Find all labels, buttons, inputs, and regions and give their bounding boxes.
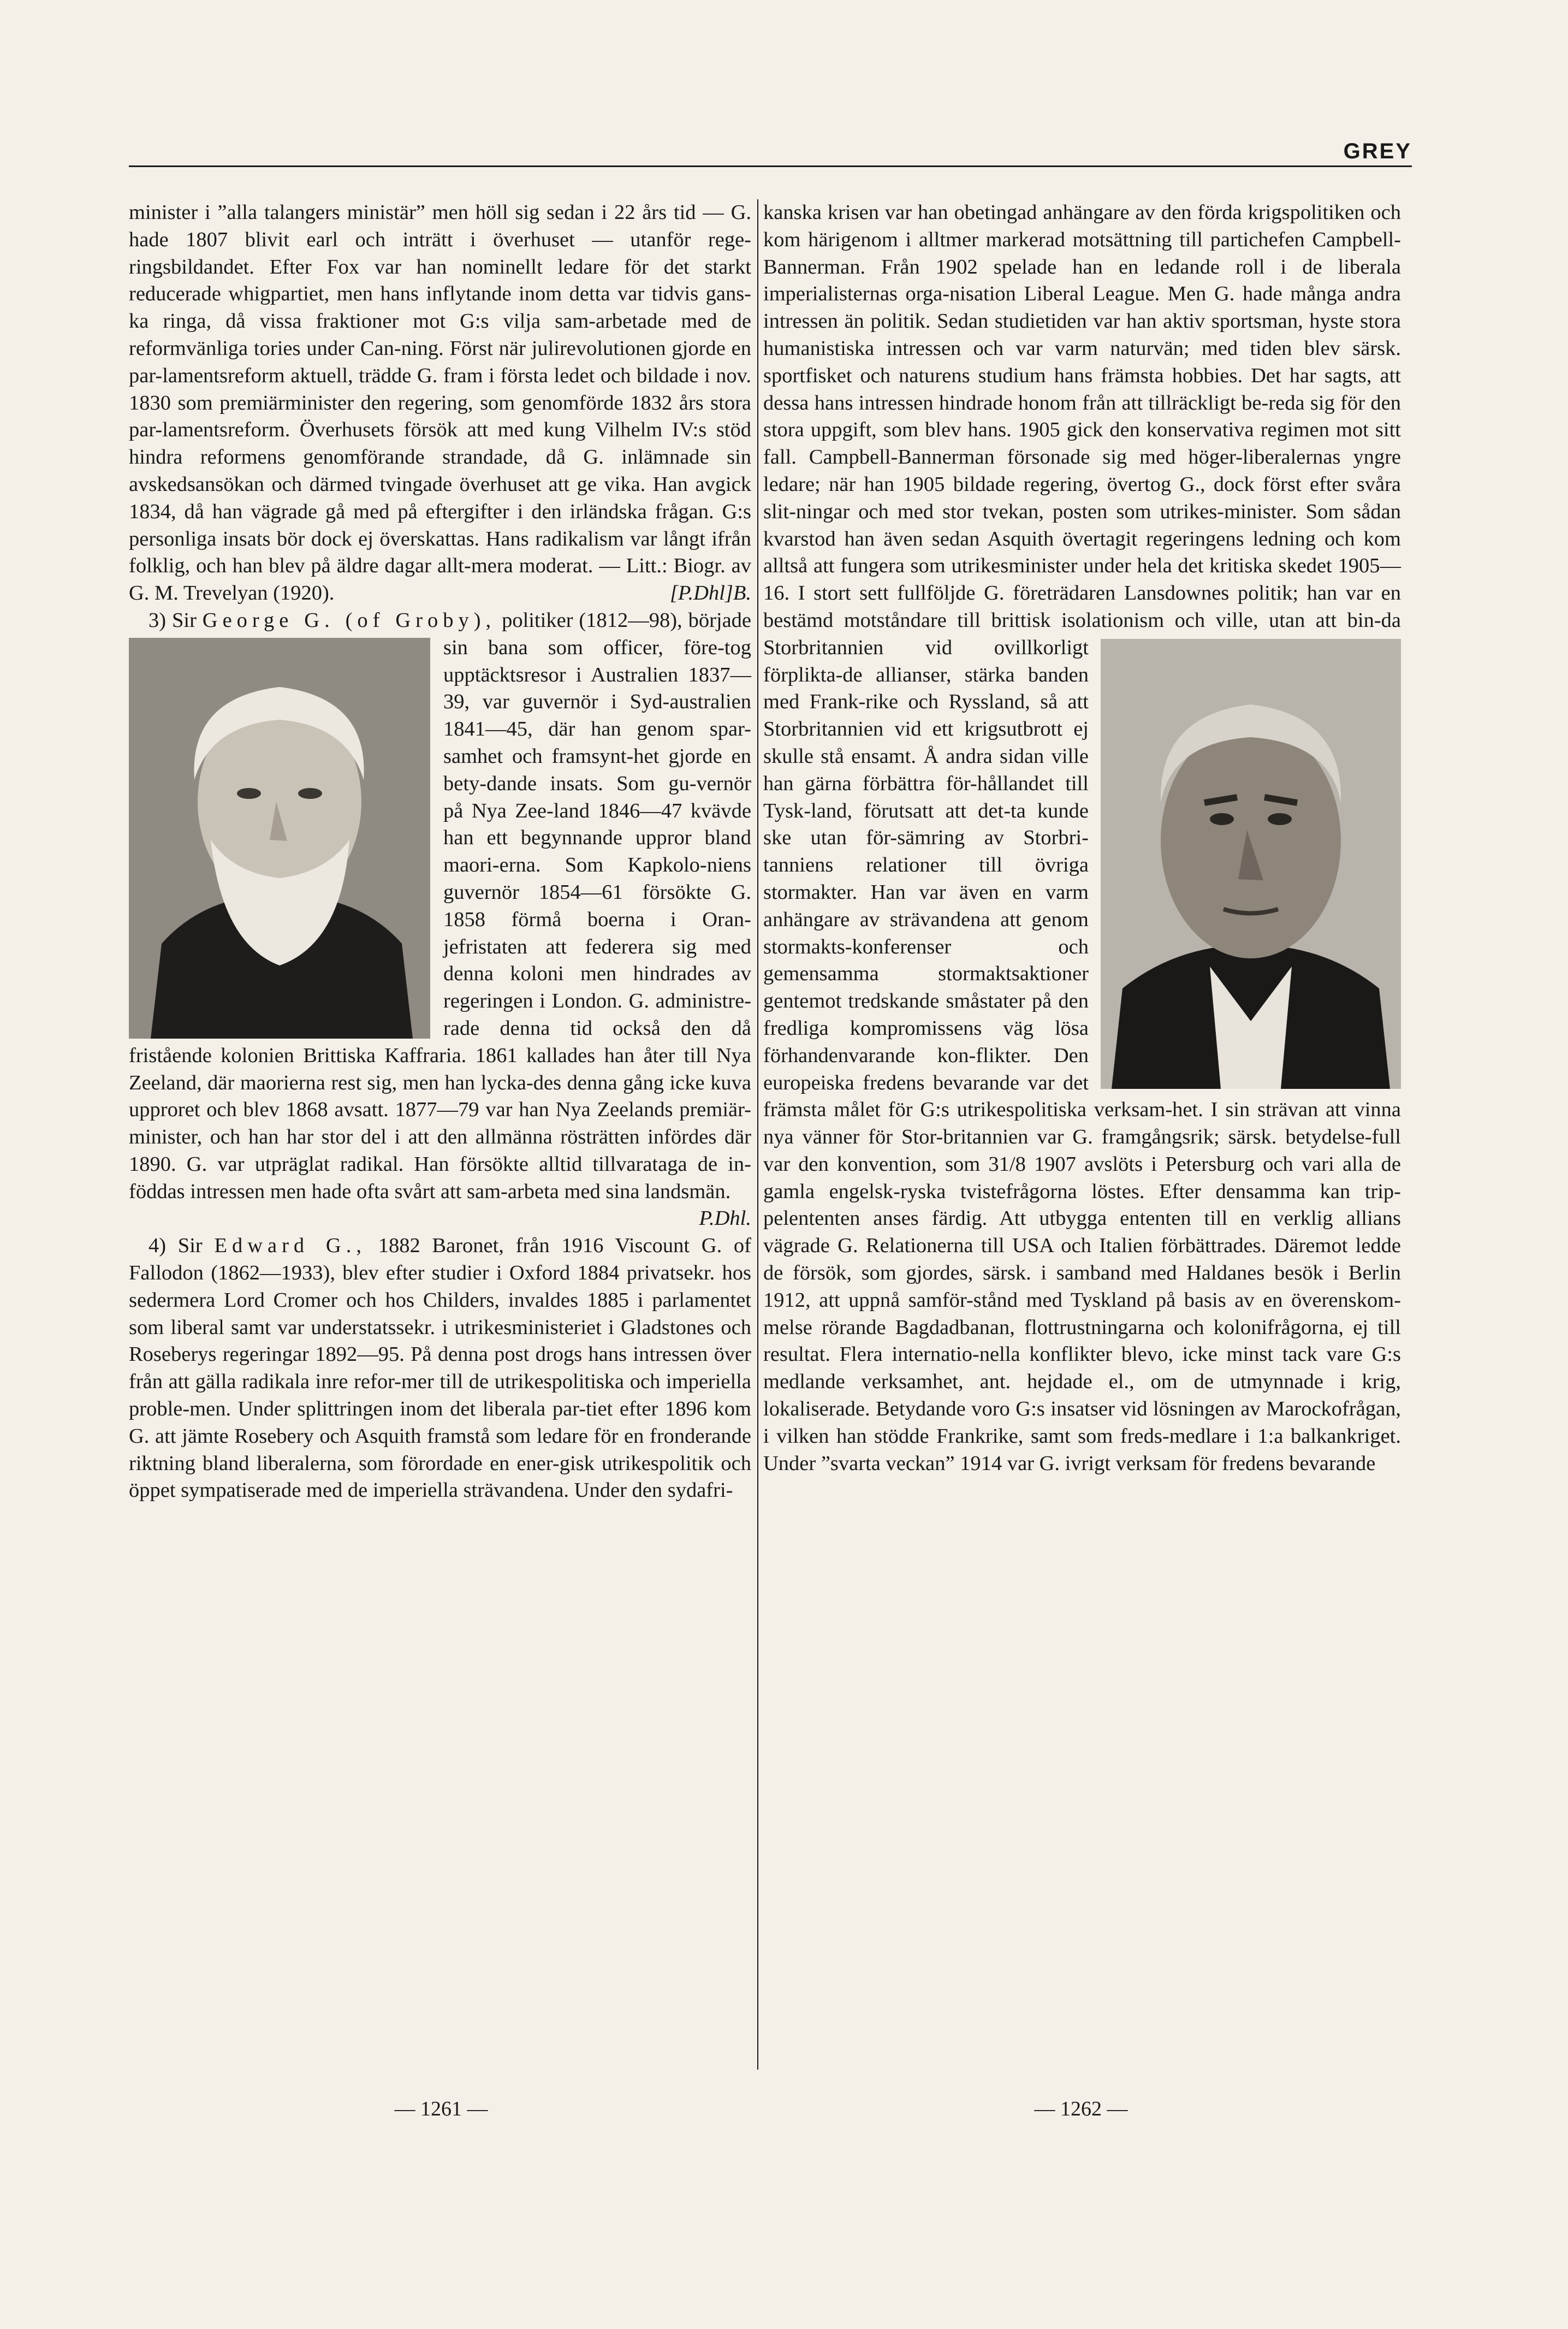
entry-edward-grey bbox=[129, 1232, 751, 1504]
portrait-edward-grey bbox=[1101, 639, 1401, 1089]
paragraph-text: ville, utan att bin-da Storbritannien vid ovillkorligt förplikta-de allianser, stärka banden med Frank-rike och Ryssland, så att Storbritannien vid ett krigsutbrott ej skulle stå ensamt. Å andra sidan ville han gärna förbättra för-hållandet till Tysk-land, förutsatt att det-ta kunde ske utan för-sämring av Storbri-tanniens relationer till övriga stormakter. Han var även en varm anhängare av strävandena att genom stormakts-konferenser och gemensamma stormaktsaktioner gentemot tredskande småstater på den fredliga kompromissens väg lösa förhandenvarande kon-flikter. Den europeiska fredens bevarande var det främsta målet för G:s utrikespolitiska verksam-het. I sin strävan att vinna nya vänner för Stor-britannien var G. framgångsrik; särsk. betydelse-full var den konvention, som 31/8 1907 avslöts i Petersburg och vari alla de gamla engelsk-ryska tvistefrågorna löstes. Efter densamma kan trip-pelententen anses färdig. Att utbygga ententen till en verklig allians vägrade G. Relationerna till USA och Italien förbättrades. Däremot ledde de försök, som gjordes, särsk. i samband med Haldanes besök i Berlin 1912, att uppnå samför-stånd med Tyskland på basis av en överenskom-melse rörande Bagdadbanan, flottrustningarna och kolonifrågorna, ej till resultat. Flera internatio-nella konflikter blevo, icke minst tack vare G:s medlande verksamhet, ant. hejdade el., om de utmynnade i krig, lokaliserade. Betydande voro G:s insatser vid lösningen av Marockofrågan, i vilken han stödde Frankrike, samt som freds-medlare i 1:a balkankriget. Under ”svarta veckan” 1914 var G. ivrigt verksam för fredens bevarande bbox=[763, 608, 1401, 1475]
entry-george-grey bbox=[129, 607, 752, 1230]
entry-headword: George G. (of Groby), bbox=[202, 608, 496, 632]
grey-entry-continuation bbox=[129, 199, 751, 607]
edward-grey-continuation bbox=[763, 199, 1401, 1477]
page-number-right: — 1262 — bbox=[1034, 2097, 1128, 2120]
column-divider bbox=[757, 199, 758, 2070]
running-header bbox=[129, 139, 1412, 167]
entry-number: 3) Sir bbox=[149, 608, 203, 632]
portrait-edward-grey-image bbox=[1101, 639, 1401, 1089]
portrait-george-grey bbox=[129, 638, 430, 1039]
header-word: GREY bbox=[1343, 139, 1412, 163]
entry-headword: Edward G., bbox=[214, 1234, 366, 1258]
paragraph-text: 1882 Baronet, från 1916 Viscount G. of Fallodon (1862—1933), blev efter studier i Oxford 1884 privatsekr. hos sedermera Lord Cromer och hos Childers, invaldes 1885 i parlamentet som liberal samt var understatssekr. i utrikesministeriet i Gladstones och Roseberys regeringar 1892—95. På denna post drogs hans intressen över från att gälla radikala inre refor-mer till de utrikespolitiska och imperiella proble-men. Under splittringen inom det liberala par-tiet efter 1896 kom G. att jämte Rosebery och Asquith framstå som ledare för en fronderande riktning bland liberalerna, som förordade en ener-gisk utrikespolitik och öppet sympatiserade med de imperiella strävandena. Under den sydafri- bbox=[129, 1234, 751, 1502]
right-column bbox=[763, 199, 1401, 1477]
paragraph-text: minister i ”alla talangers ministär” men höll sig sedan i 22 års tid — G. hade 1807 blivit earl och inträtt i överhuset — utanför rege-ringsbildandet. Efter Fox var han nominellt ledare för det starkt reducerade whigpartiet, men hans inflytande inom detta var tidvis gans-ka ringa, då vissa fraktioner mot G:s vilja sam-arbetade med de reformvänliga tories under Can-ning. Först när julirevolutionen gjorde en par-lamentsreform aktuell, trädde G. fram i första ledet och bildade i nov. 1830 som premiärminister den regering, som genomförde 1832 års stora par-lamentsreform. Överhusets försök att med kung Vilhelm IV:s stöd hindra reformens genomförande strandade, då G. inlämnade sin avskedsansökan och därmed tvingade överhuset att ge vika. Han avgick 1834, då han vägrade gå med på eftergifter i den irländska frågan. G:s personliga insats bör dock ej överskattas. Hans radikalism var långt ifrån folklig, och han blev på äldre dagar allt-mera moderat. — Litt.: Biogr. av G. M. Trevelyan (1920). bbox=[129, 201, 751, 605]
author-signature: [P.Dhl]B. bbox=[669, 582, 751, 605]
author-signature: P.Dhl. bbox=[699, 1207, 751, 1230]
entry-number: 4) Sir bbox=[149, 1234, 215, 1258]
paragraph-text: kanska krisen var han obetingad anhängare av den förda krigspolitiken och kom härigenom i alltmer markerad motsättning till partichefen Campbell-Bannerman. Från 1902 spelade han en ledande roll i de liberala imperialisternas orga-nisation Liberal League. Men G. hade många andra intressen än politik. Sedan studietiden var han aktiv sportsman, hyste stora humanistiska intressen och var varm naturvän; med tiden blev särsk. sportfisket och naturens studium hans främsta hobbies. Det har sagts, att dessa hans intressen hindrade honom från att tillräckligt be-reda sig för den stora uppgift, som blev hans. 1905 gick den konservativa regimen mot sitt fall. Campbell-Bannerman försonade sig med höger-liberalernas yngre ledare; när han 1905 bildade regering, övertog G., dock först efter svåra slit-ningar och med stor tvekan, posten som utrikes-minister. Som sådan kvarstod han även sedan Asquith övertagit regeringens ledning och kom alltså att fungera som utrikesminister under hela det kritiska skedet 1905—16. I stort sett fullföljde G. företrädaren Lansdownes politik; han var en bestämd motståndare till brittisk isolationism och bbox=[763, 201, 1401, 632]
left-column bbox=[129, 199, 751, 1504]
paragraph-text: politiker (1812—98), började sin bana som officer, före-tog upptäcktsresor i Australien 1837—39, var guvernör i Syd-australien 1841—45, där han genom spar-samhet och framsynt-het gjorde en bety-dande insats. Som gu-vernör på Nya Zee-land 1846—47 kvävde han ett begynnande uppror bland maori-erna. Som Kapkolo-niens guvernör 1854—61 försökte G. 1858 förmå boerna i Oran-jefristaten att federera sig med denna koloni men hindrades av regeringen i London. G. administre-rade denna tid också den då fristående kolonien Brittiska Kaffraria. 1861 kallades han åter till Nya Zeeland, där maorierna rest sig, men han lycka-des denna gång icke kuva upproret och blev 1868 avsatt. 1877—79 var han Nya Zeelands premiär-minister, och han har stor del i att den allmänna rösträtten infördes där 1890. G. var utpräglat radikal. Han försökte alltid tillvarataga de in-föddas intressen men hade ofta svårt att sam-arbeta med sina landsmän. bbox=[129, 608, 752, 1203]
page-number-left: — 1261 — bbox=[394, 2097, 488, 2120]
portrait-george-grey-image bbox=[129, 638, 430, 1039]
